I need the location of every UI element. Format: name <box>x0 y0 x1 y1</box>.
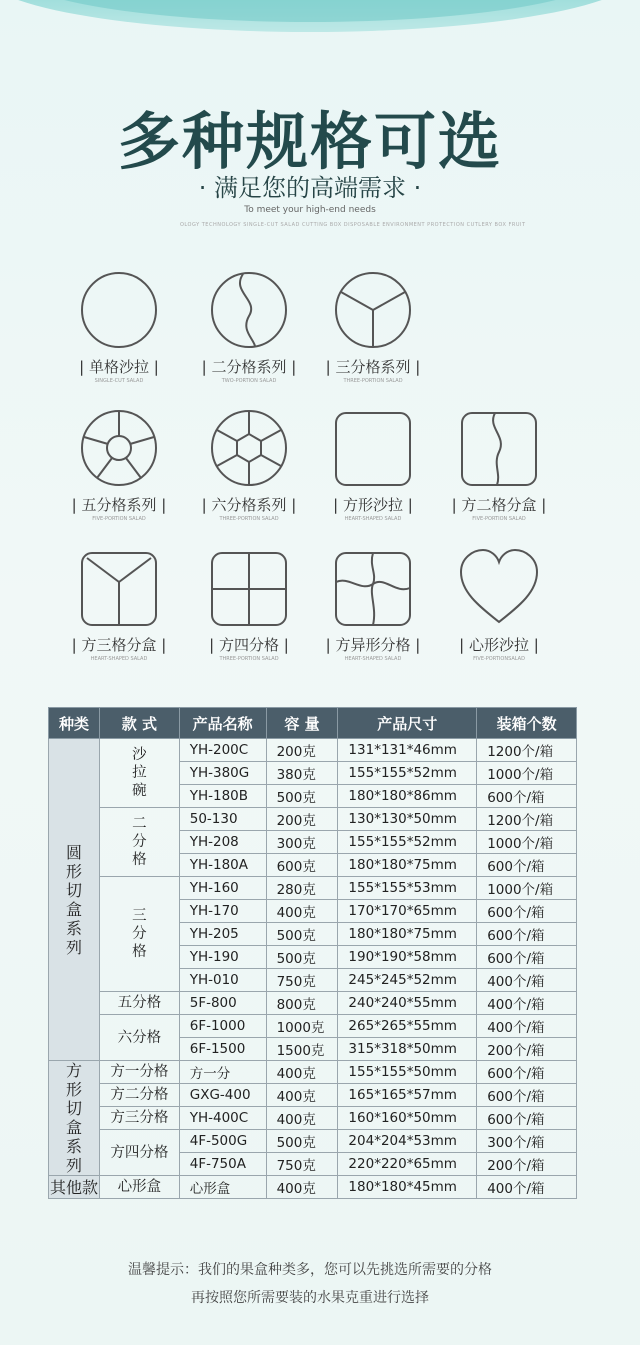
style-salad-bowl: 沙拉碗 <box>99 739 179 808</box>
cell-capacity: 500克 <box>266 946 338 969</box>
single-round-icon <box>79 270 159 350</box>
shape-item-six <box>184 408 314 522</box>
shape-item-two <box>184 270 314 384</box>
table-row <box>49 1176 577 1199</box>
cell-size: 240*240*55mm <box>338 992 477 1015</box>
cell-qty: 600个/箱 <box>477 900 577 923</box>
cell-capacity: 750克 <box>266 969 338 992</box>
shape-label: | 方异形分格 | <box>325 636 421 654</box>
shape-item-square-two <box>434 408 564 522</box>
page-subtitle: · 满足您的高端需求 · <box>198 174 422 202</box>
table-row <box>49 1015 577 1038</box>
table-row <box>49 739 577 762</box>
cell-size: 245*245*52mm <box>338 969 477 992</box>
category-square: 方形切盒系列 <box>49 1061 100 1176</box>
cell-name: YH-400C <box>179 1107 266 1130</box>
shape-label: | 六分格系列 | <box>201 496 297 514</box>
cell-name: YH-160 <box>179 877 266 900</box>
table-row <box>49 877 577 900</box>
shape-label: | 三分格系列 | <box>325 358 421 376</box>
cell-capacity: 1000克 <box>266 1015 338 1038</box>
table-row <box>49 1107 577 1130</box>
spec-table <box>48 707 577 1199</box>
cell-capacity: 800克 <box>266 992 338 1015</box>
cell-name: 6F-1500 <box>179 1038 266 1061</box>
shape-sublabel: TWO-PORTION SALAD <box>221 378 277 384</box>
style-five-portion: 五分格 <box>99 992 179 1015</box>
style-square-two: 方二分格 <box>99 1084 179 1107</box>
shape-item-square-irregular <box>308 548 438 662</box>
cell-qty: 600个/箱 <box>477 854 577 877</box>
cell-size: 160*160*50mm <box>338 1107 477 1130</box>
style-square-one: 方一分格 <box>99 1061 179 1084</box>
shape-sublabel: FIVE-PORTION SALAD <box>472 516 526 522</box>
shape-sublabel: HEART-SHAPED SALAD <box>344 656 402 662</box>
two-portion-round-icon <box>209 270 289 350</box>
cell-name: YH-205 <box>179 923 266 946</box>
cell-qty: 600个/箱 <box>477 946 577 969</box>
cell-name: 6F-1000 <box>179 1015 266 1038</box>
cell-capacity: 500克 <box>266 1130 338 1153</box>
header-product-name: 产品名称 <box>179 708 266 739</box>
cell-capacity: 200克 <box>266 739 338 762</box>
cell-size: 204*204*53mm <box>338 1130 477 1153</box>
shape-item-square-four <box>184 548 314 662</box>
six-portion-round-icon <box>209 408 289 488</box>
cell-qty: 1000个/箱 <box>477 877 577 900</box>
cell-name: YH-380G <box>179 762 266 785</box>
cell-capacity: 500克 <box>266 923 338 946</box>
cell-size: 155*155*52mm <box>338 831 477 854</box>
cell-qty: 200个/箱 <box>477 1153 577 1176</box>
cell-qty: 400个/箱 <box>477 969 577 992</box>
style-square-three: 方三分格 <box>99 1107 179 1130</box>
cell-qty: 1000个/箱 <box>477 762 577 785</box>
cell-qty: 400个/箱 <box>477 1176 577 1199</box>
cell-qty: 600个/箱 <box>477 1084 577 1107</box>
style-heart: 心形盒 <box>99 1176 179 1199</box>
cell-name: YH-200C <box>179 739 266 762</box>
cell-capacity: 200克 <box>266 808 338 831</box>
shape-item-five <box>54 408 184 522</box>
style-square-four: 方四分格 <box>99 1130 179 1176</box>
cell-capacity: 500克 <box>266 785 338 808</box>
cell-size: 315*318*50mm <box>338 1038 477 1061</box>
cell-size: 180*180*86mm <box>338 785 477 808</box>
cell-qty: 1200个/箱 <box>477 739 577 762</box>
shape-label: | 方三格分盒 | <box>71 636 167 654</box>
shape-label: | 心形沙拉 | <box>459 636 539 654</box>
cell-qty: 600个/箱 <box>477 923 577 946</box>
cell-size: 170*170*65mm <box>338 900 477 923</box>
style-three-portion: 三分格 <box>99 877 179 992</box>
cell-size: 165*165*57mm <box>338 1084 477 1107</box>
cell-size: 155*155*53mm <box>338 877 477 900</box>
table-row <box>49 1061 577 1084</box>
cell-name: YH-010 <box>179 969 266 992</box>
header-capacity: 容 量 <box>266 708 338 739</box>
shape-label: | 方形沙拉 | <box>333 496 413 514</box>
cell-name: YH-190 <box>179 946 266 969</box>
square-salad-icon <box>333 408 413 488</box>
tip-note <box>0 1256 620 1312</box>
cell-name: 心形盒 <box>179 1176 266 1199</box>
cell-name: GXG-400 <box>179 1084 266 1107</box>
cell-name: YH-180B <box>179 785 266 808</box>
five-portion-round-icon <box>79 408 159 488</box>
tip-line-1: 温馨提示：我们的果盒种类多，您可以先挑选所需要的分格 <box>128 1262 492 1278</box>
table-row <box>49 992 577 1015</box>
table-header-row <box>49 708 577 739</box>
three-portion-round-icon <box>333 270 413 350</box>
header-box-qty: 装箱个数 <box>477 708 577 739</box>
cell-size: 265*265*55mm <box>338 1015 477 1038</box>
header-size: 产品尺寸 <box>338 708 477 739</box>
cell-capacity: 1500克 <box>266 1038 338 1061</box>
style-six-portion: 六分格 <box>99 1015 179 1061</box>
shape-label: | 方四分格 | <box>209 636 289 654</box>
cell-capacity: 280克 <box>266 877 338 900</box>
cell-capacity: 750克 <box>266 1153 338 1176</box>
heart-salad-icon <box>459 548 539 628</box>
cell-capacity: 400克 <box>266 1061 338 1084</box>
cell-qty: 1200个/箱 <box>477 808 577 831</box>
shape-item-square <box>308 408 438 522</box>
cell-qty: 600个/箱 <box>477 1061 577 1084</box>
square-two-portion-icon <box>459 408 539 488</box>
shape-sublabel: THREE-PORTION SALAD <box>219 656 279 662</box>
cell-capacity: 400克 <box>266 1084 338 1107</box>
header-style: 款 式 <box>99 708 179 739</box>
cell-qty: 600个/箱 <box>477 1107 577 1130</box>
category-round: 圆形切盒系列 <box>49 739 100 1061</box>
page-title: 多种规格可选 <box>117 105 502 178</box>
cell-size: 220*220*65mm <box>338 1153 477 1176</box>
cell-name: 50-130 <box>179 808 266 831</box>
shape-item-three <box>308 270 438 384</box>
cell-qty: 300个/箱 <box>477 1130 577 1153</box>
cell-size: 180*180*75mm <box>338 854 477 877</box>
cell-capacity: 400克 <box>266 900 338 923</box>
cell-size: 155*155*50mm <box>338 1061 477 1084</box>
category-other: 其他款 <box>49 1177 98 1197</box>
tip-line-2: 再按照您所需要装的水果克重进行选择 <box>191 1290 429 1306</box>
shape-sublabel: HEART-SHAPED SALAD <box>90 656 148 662</box>
cell-size: 155*155*52mm <box>338 762 477 785</box>
square-three-portion-icon <box>79 548 159 628</box>
shape-item-square-three <box>54 548 184 662</box>
table-row <box>49 1084 577 1107</box>
shape-sublabel: FIVE-PORTION SALAD <box>92 516 146 522</box>
cell-qty: 200个/箱 <box>477 1038 577 1061</box>
cell-size: 190*190*58mm <box>338 946 477 969</box>
shape-label: | 方二格分盒 | <box>451 496 547 514</box>
cell-capacity: 400克 <box>266 1176 338 1199</box>
cell-capacity: 600克 <box>266 854 338 877</box>
square-four-portion-icon <box>209 548 289 628</box>
table-row <box>49 1130 577 1153</box>
shape-sublabel: THREE-PORTION SALAD <box>343 378 403 384</box>
cell-qty: 1000个/箱 <box>477 831 577 854</box>
shape-item-single <box>54 270 184 384</box>
english-subtitle: To meet your high-end needs <box>244 205 376 215</box>
cell-size: 180*180*75mm <box>338 923 477 946</box>
cell-name: 4F-500G <box>179 1130 266 1153</box>
cell-name: 4F-750A <box>179 1153 266 1176</box>
shape-item-heart <box>434 548 564 662</box>
style-two-portion: 二分格 <box>99 808 179 877</box>
cell-name: YH-180A <box>179 854 266 877</box>
shape-sublabel: FIVE-PORTIONSALAD <box>473 656 525 662</box>
cell-capacity: 300克 <box>266 831 338 854</box>
cell-qty: 400个/箱 <box>477 1015 577 1038</box>
cell-name: 方一分 <box>179 1061 266 1084</box>
cell-capacity: 400克 <box>266 1107 338 1130</box>
shape-label: | 二分格系列 | <box>201 358 297 376</box>
cell-name: 5F-800 <box>179 992 266 1015</box>
shape-label: | 单格沙拉 | <box>79 358 159 376</box>
header-category: 种类 <box>49 708 100 739</box>
table-row <box>49 808 577 831</box>
shape-sublabel: HEART-SHAPED SALAD <box>344 516 402 522</box>
cell-qty: 600个/箱 <box>477 785 577 808</box>
cell-size: 131*131*46mm <box>338 739 477 762</box>
cell-name: YH-208 <box>179 831 266 854</box>
shape-sublabel: THREE-PORTION SALAD <box>219 516 279 522</box>
cell-size: 180*180*45mm <box>338 1176 477 1199</box>
cell-qty: 400个/箱 <box>477 992 577 1015</box>
cell-size: 130*130*50mm <box>338 808 477 831</box>
shape-label: | 五分格系列 | <box>71 496 167 514</box>
cell-name: YH-170 <box>179 900 266 923</box>
cell-capacity: 380克 <box>266 762 338 785</box>
tiny-caption: OLOGY TECHNOLOGY SINGLE-CUT SALAD CUTTING BOX DISPOSABLE ENVIRONMENT PROTECTION CUTLERY BOX FRUIT <box>180 222 526 228</box>
square-irregular-icon <box>333 548 413 628</box>
shape-sublabel: SINGLE-CUT SALAD <box>94 378 144 384</box>
